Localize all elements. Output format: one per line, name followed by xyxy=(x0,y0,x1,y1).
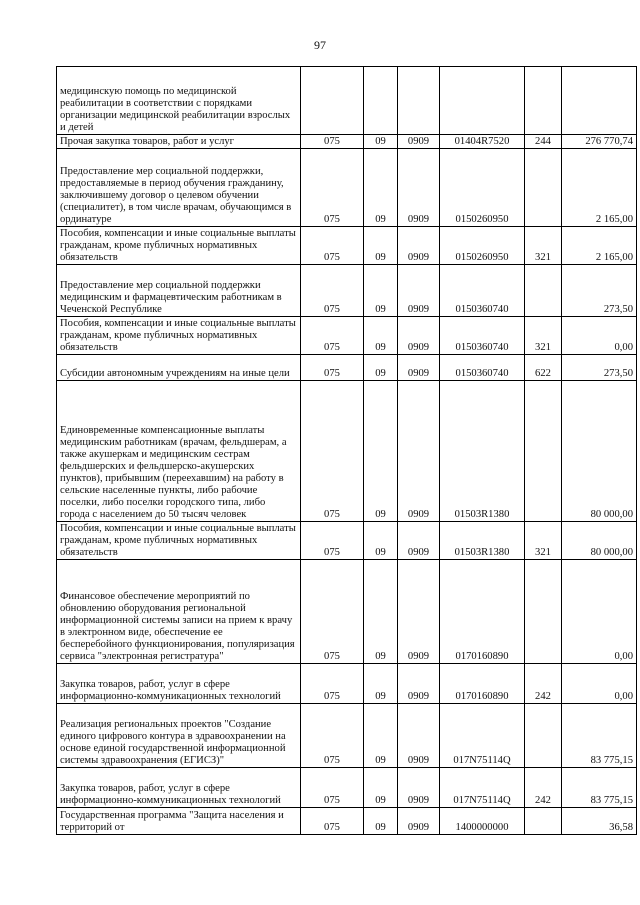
row-section: 09 xyxy=(364,560,398,664)
row-ministry: 075 xyxy=(301,317,364,355)
row-target: 01503R1380 xyxy=(440,522,525,560)
row-section xyxy=(364,67,398,135)
row-ministry xyxy=(301,67,364,135)
row-section: 09 xyxy=(364,135,398,149)
table-row xyxy=(57,135,637,149)
row-vr xyxy=(525,704,562,768)
row-ministry: 075 xyxy=(301,664,364,704)
row-ministry: 075 xyxy=(301,560,364,664)
row-target: 0170160890 xyxy=(440,664,525,704)
row-name: Государственная программа "Защита населения и территорий от xyxy=(57,808,301,835)
table-row xyxy=(57,355,637,381)
row-amount: 80 000,00 xyxy=(562,381,637,522)
row-amount: 276 770,74 xyxy=(562,135,637,149)
row-ministry: 075 xyxy=(301,522,364,560)
row-amount: 80 000,00 xyxy=(562,522,637,560)
row-subsection: 0909 xyxy=(398,317,440,355)
row-vr: 242 xyxy=(525,768,562,808)
row-section: 09 xyxy=(364,265,398,317)
row-name: Прочая закупка товаров, работ и услуг xyxy=(57,135,301,149)
table-row xyxy=(57,704,637,768)
row-vr: 622 xyxy=(525,355,562,381)
row-ministry: 075 xyxy=(301,381,364,522)
row-vr: 321 xyxy=(525,317,562,355)
row-name: Предоставление мер социальной поддержки, предоставляемые в период обучения гражданину, заключившему договор о целевом обучении (специалитет), в том числе врачам, обучающимся в ординатуре xyxy=(57,149,301,227)
table-row xyxy=(57,381,637,522)
row-target: 0170160890 xyxy=(440,560,525,664)
row-name: Финансовое обеспечение мероприятий по обновлению оборудования региональной информационной системы записи на прием к врачу в электронном виде, обеспечение ее бесперебойного функционирования, популяризация сервиса "электронная регистратура" xyxy=(57,560,301,664)
row-name: Единовременные компенсационные выплаты медицинским работникам (врачам, фельдшерам, а также акушеркам и медицинским сестрам фельдшерских и фельдшерско-акушерских пунктов), прибывшим (переехавшим) на работу в сельские населенные пункты, либо рабочие поселки, либо поселки городского типа, либо города с населением до 50 тысяч человек xyxy=(57,381,301,522)
row-name: Реализация региональных проектов "Создание единого цифрового контура в здравоохранении на основе единой государственной информационной системы здравоохранения (ЕГИСЗ)" xyxy=(57,704,301,768)
table-row xyxy=(57,522,637,560)
row-ministry: 075 xyxy=(301,135,364,149)
row-amount: 273,50 xyxy=(562,355,637,381)
row-target: 01404R7520 xyxy=(440,135,525,149)
row-vr xyxy=(525,67,562,135)
row-section: 09 xyxy=(364,664,398,704)
row-target: 0150360740 xyxy=(440,317,525,355)
row-subsection: 0909 xyxy=(398,227,440,265)
row-vr xyxy=(525,381,562,522)
table-row xyxy=(57,560,637,664)
table-row xyxy=(57,768,637,808)
table-row xyxy=(57,67,637,135)
row-target: 017N75114Q xyxy=(440,768,525,808)
row-amount: 36,58 xyxy=(562,808,637,835)
row-section: 09 xyxy=(364,317,398,355)
row-section: 09 xyxy=(364,522,398,560)
row-subsection: 0909 xyxy=(398,704,440,768)
row-vr xyxy=(525,265,562,317)
row-ministry: 075 xyxy=(301,149,364,227)
row-vr: 244 xyxy=(525,135,562,149)
table-row xyxy=(57,149,637,227)
row-amount: 0,00 xyxy=(562,664,637,704)
row-section: 09 xyxy=(364,381,398,522)
row-section: 09 xyxy=(364,704,398,768)
row-ministry: 075 xyxy=(301,768,364,808)
row-ministry: 075 xyxy=(301,355,364,381)
row-amount: 273,50 xyxy=(562,265,637,317)
table-row xyxy=(57,317,637,355)
row-amount: 0,00 xyxy=(562,560,637,664)
row-ministry: 075 xyxy=(301,265,364,317)
table-row xyxy=(57,808,637,835)
table-row xyxy=(57,265,637,317)
row-subsection: 0909 xyxy=(398,381,440,522)
row-vr: 242 xyxy=(525,664,562,704)
row-ministry: 075 xyxy=(301,704,364,768)
row-name: Предоставление мер социальной поддержки медицинским и фармацевтическим работникам в Чеченской Республике xyxy=(57,265,301,317)
row-name: медицинскую помощь по медицинской реабилитации в соответствии с порядками организации медицинской реабилитации взрослых и детей xyxy=(57,67,301,135)
row-name: Закупка товаров, работ, услуг в сфере информационно-коммуникационных технологий xyxy=(57,768,301,808)
row-target: 01503R1380 xyxy=(440,381,525,522)
row-name: Закупка товаров, работ, услуг в сфере информационно-коммуникационных технологий xyxy=(57,664,301,704)
row-section: 09 xyxy=(364,768,398,808)
row-ministry: 075 xyxy=(301,808,364,835)
row-section: 09 xyxy=(364,355,398,381)
row-amount: 2 165,00 xyxy=(562,149,637,227)
page-number: 97 xyxy=(314,38,326,52)
row-amount: 83 775,15 xyxy=(562,768,637,808)
row-subsection: 0909 xyxy=(398,355,440,381)
row-vr xyxy=(525,560,562,664)
row-amount: 2 165,00 xyxy=(562,227,637,265)
row-section: 09 xyxy=(364,149,398,227)
row-vr xyxy=(525,149,562,227)
row-target: 0150260950 xyxy=(440,227,525,265)
row-subsection: 0909 xyxy=(398,149,440,227)
budget-table xyxy=(56,66,637,835)
row-amount xyxy=(562,67,637,135)
row-target: 0150360740 xyxy=(440,265,525,317)
row-subsection: 0909 xyxy=(398,664,440,704)
row-name: Пособия, компенсации и иные социальные выплаты гражданам, кроме публичных нормативных обязательств xyxy=(57,317,301,355)
row-target: 1400000000 xyxy=(440,808,525,835)
row-target: 017N75114Q xyxy=(440,704,525,768)
row-subsection: 0909 xyxy=(398,768,440,808)
row-vr xyxy=(525,808,562,835)
row-subsection: 0909 xyxy=(398,135,440,149)
row-subsection: 0909 xyxy=(398,808,440,835)
row-name: Пособия, компенсации и иные социальные выплаты гражданам, кроме публичных нормативных обязательств xyxy=(57,522,301,560)
row-target xyxy=(440,67,525,135)
row-subsection: 0909 xyxy=(398,265,440,317)
table-row xyxy=(57,664,637,704)
row-subsection: 0909 xyxy=(398,560,440,664)
row-subsection: 0909 xyxy=(398,522,440,560)
row-target: 0150360740 xyxy=(440,355,525,381)
row-vr: 321 xyxy=(525,522,562,560)
row-name: Пособия, компенсации и иные социальные выплаты гражданам, кроме публичных нормативных обязательств xyxy=(57,227,301,265)
row-amount: 0,00 xyxy=(562,317,637,355)
row-section: 09 xyxy=(364,227,398,265)
row-amount: 83 775,15 xyxy=(562,704,637,768)
row-section: 09 xyxy=(364,808,398,835)
row-target: 0150260950 xyxy=(440,149,525,227)
row-ministry: 075 xyxy=(301,227,364,265)
row-vr: 321 xyxy=(525,227,562,265)
row-subsection xyxy=(398,67,440,135)
row-name: Субсидии автономным учреждениям на иные цели xyxy=(57,355,301,381)
table-row xyxy=(57,227,637,265)
